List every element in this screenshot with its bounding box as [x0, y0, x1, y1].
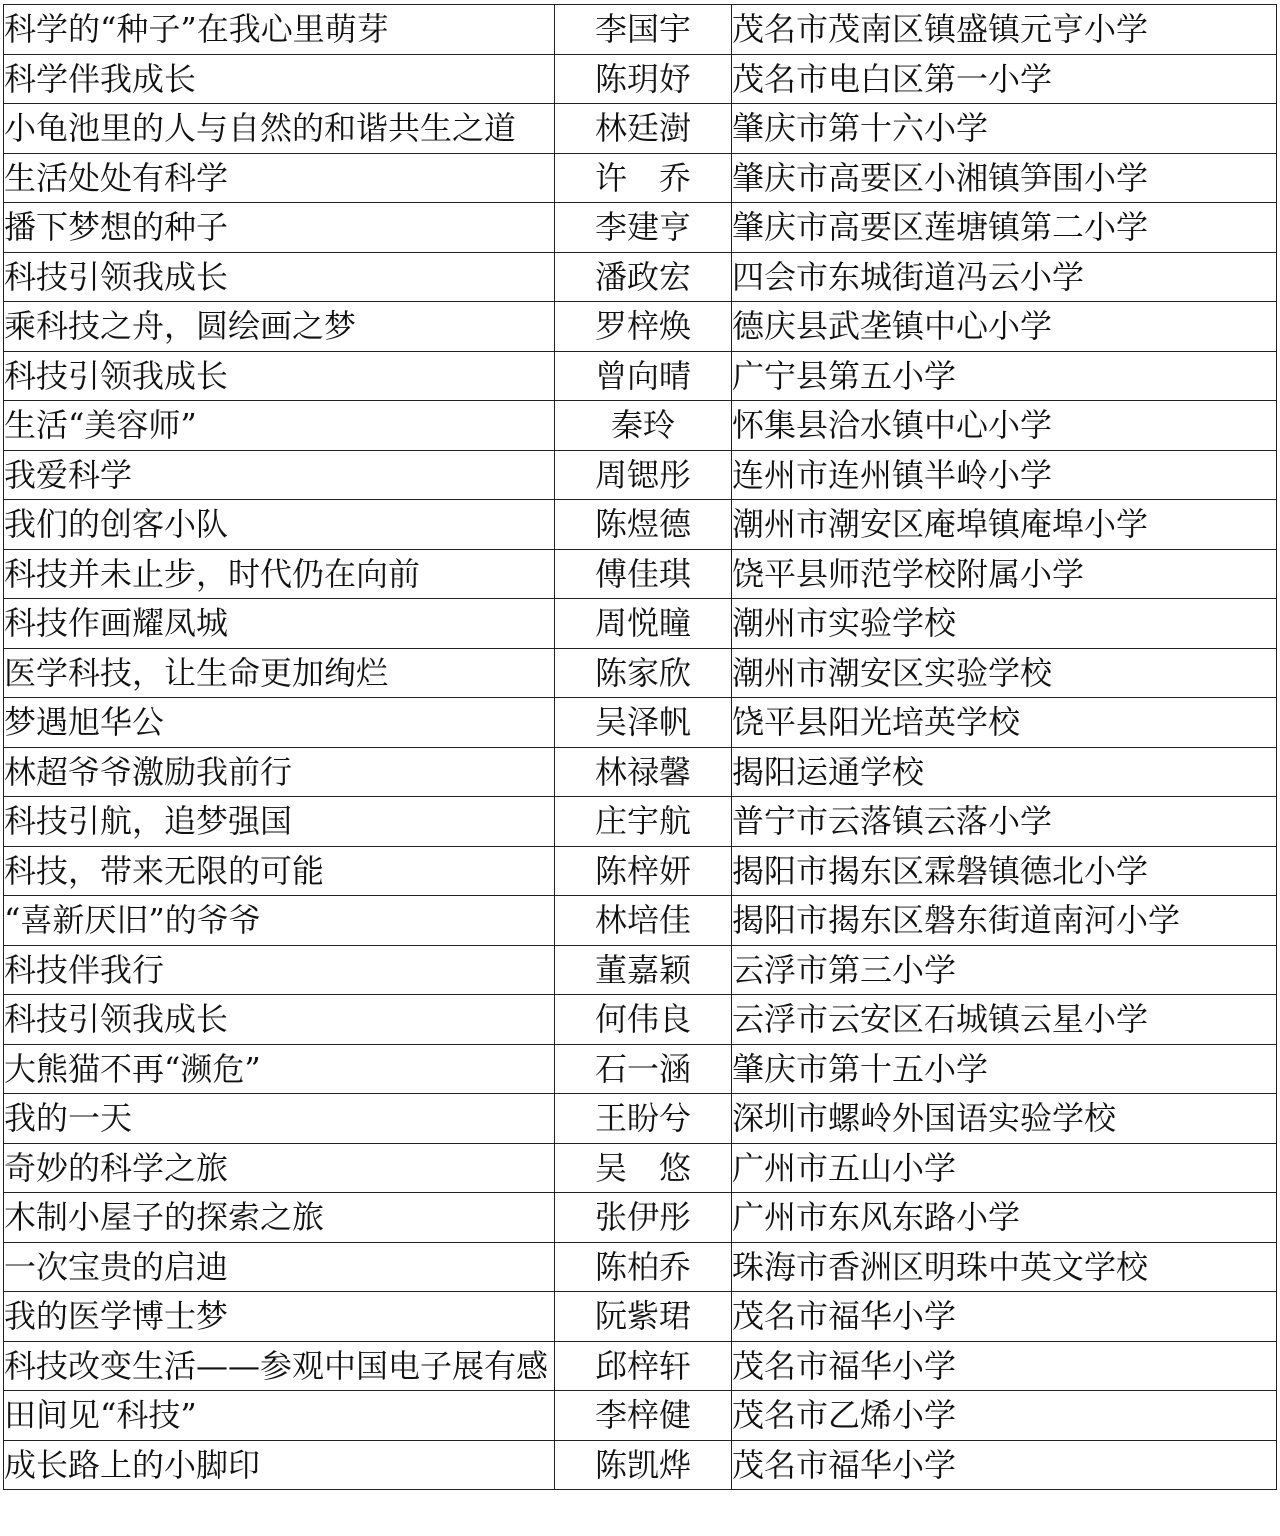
table-row [4, 698, 1277, 748]
school-name-cell: 广宁县第五小学 [732, 351, 1277, 401]
table-row [4, 846, 1277, 896]
entry-title-cell: 科技改变生活——参观中国电子展有感 [4, 1341, 555, 1391]
table-row [4, 945, 1277, 995]
school-name-cell: 连州市连州镇半岭小学 [732, 450, 1277, 500]
school-name-cell: 珠海市香洲区明珠中英文学校 [732, 1242, 1277, 1292]
table-row [4, 500, 1277, 550]
table-row [4, 1094, 1277, 1144]
table-row [4, 549, 1277, 599]
school-name-cell: 肇庆市高要区莲塘镇第二小学 [732, 203, 1277, 253]
table-row [4, 747, 1277, 797]
school-name-cell: 饶平县师范学校附属小学 [732, 549, 1277, 599]
entry-title-cell: 田间见“科技” [4, 1391, 555, 1441]
author-name-cell: 潘政宏 [555, 252, 732, 302]
school-name-cell: 四会市东城街道冯云小学 [732, 252, 1277, 302]
table-row [4, 995, 1277, 1045]
school-name-cell: 云浮市第三小学 [732, 945, 1277, 995]
entry-title-cell: 科技伴我行 [4, 945, 555, 995]
author-name-cell: 秦玲 [555, 401, 732, 451]
author-name-cell: 李建亨 [555, 203, 732, 253]
entry-title-cell: 木制小屋子的探索之旅 [4, 1193, 555, 1243]
author-name-cell: 李国宇 [555, 5, 732, 55]
table-row [4, 1193, 1277, 1243]
author-name-cell: 石一涵 [555, 1044, 732, 1094]
author-name-cell: 李梓健 [555, 1391, 732, 1441]
author-name-cell: 陈煜德 [555, 500, 732, 550]
table-row [4, 648, 1277, 698]
school-name-cell: 怀集县洽水镇中心小学 [732, 401, 1277, 451]
entry-title-cell: 林超爷爷激励我前行 [4, 747, 555, 797]
school-name-cell: 揭阳运通学校 [732, 747, 1277, 797]
author-name-cell: 周悦瞳 [555, 599, 732, 649]
author-name-cell: 何伟良 [555, 995, 732, 1045]
table-row [4, 599, 1277, 649]
author-name-cell: 陈柏乔 [555, 1242, 732, 1292]
table-row [4, 1391, 1277, 1441]
author-name-cell: 林培佳 [555, 896, 732, 946]
author-name-cell: 陈凯烨 [555, 1440, 732, 1490]
school-name-cell: 深圳市螺岭外国语实验学校 [732, 1094, 1277, 1144]
school-name-cell: 潮州市实验学校 [732, 599, 1277, 649]
table-row [4, 351, 1277, 401]
school-name-cell: 茂名市福华小学 [732, 1292, 1277, 1342]
school-name-cell: 茂名市茂南区镇盛镇元亨小学 [732, 5, 1277, 55]
school-name-cell: 广州市东风东路小学 [732, 1193, 1277, 1243]
entry-title-cell: 一次宝贵的启迪 [4, 1242, 555, 1292]
author-name-cell: 林廷澍 [555, 104, 732, 154]
entry-title-cell: 科技引领我成长 [4, 252, 555, 302]
table-row [4, 5, 1277, 55]
entry-title-cell: 生活“美容师” [4, 401, 555, 451]
author-name-cell: 周锶彤 [555, 450, 732, 500]
table-row [4, 153, 1277, 203]
author-name-cell: 邱梓轩 [555, 1341, 732, 1391]
table-row [4, 896, 1277, 946]
table-row [4, 401, 1277, 451]
table-row [4, 450, 1277, 500]
entry-title-cell: 我的一天 [4, 1094, 555, 1144]
entry-title-cell: 科学伴我成长 [4, 54, 555, 104]
entry-title-cell: 梦遇旭华公 [4, 698, 555, 748]
entry-title-cell: 播下梦想的种子 [4, 203, 555, 253]
school-name-cell: 肇庆市第十五小学 [732, 1044, 1277, 1094]
table-row [4, 1143, 1277, 1193]
entry-title-cell: 大熊猫不再“濒危” [4, 1044, 555, 1094]
author-name-cell: 林禄馨 [555, 747, 732, 797]
table-row [4, 1242, 1277, 1292]
author-name-cell: 罗梓焕 [555, 302, 732, 352]
entry-title-cell: 科技引航，追梦强国 [4, 797, 555, 847]
school-name-cell: 广州市五山小学 [732, 1143, 1277, 1193]
author-name-cell: 陈玥妤 [555, 54, 732, 104]
table-row [4, 1044, 1277, 1094]
school-name-cell: 茂名市乙烯小学 [732, 1391, 1277, 1441]
entry-title-cell: 科技引领我成长 [4, 995, 555, 1045]
table-row [4, 203, 1277, 253]
school-name-cell: 揭阳市揭东区磐东街道南河小学 [732, 896, 1277, 946]
author-name-cell: 陈家欣 [555, 648, 732, 698]
school-name-cell: 饶平县阳光培英学校 [732, 698, 1277, 748]
school-name-cell: 潮州市潮安区实验学校 [732, 648, 1277, 698]
table-row [4, 104, 1277, 154]
table-row [4, 797, 1277, 847]
entry-title-cell: “喜新厌旧”的爷爷 [4, 896, 555, 946]
school-name-cell: 普宁市云落镇云落小学 [732, 797, 1277, 847]
school-name-cell: 潮州市潮安区庵埠镇庵埠小学 [732, 500, 1277, 550]
school-name-cell: 肇庆市高要区小湘镇笋围小学 [732, 153, 1277, 203]
author-name-cell: 董嘉颖 [555, 945, 732, 995]
entry-title-cell: 小龟池里的人与自然的和谐共生之道 [4, 104, 555, 154]
author-name-cell: 陈梓妍 [555, 846, 732, 896]
table-row [4, 1341, 1277, 1391]
author-name-cell: 吴泽帆 [555, 698, 732, 748]
author-name-cell: 王盼兮 [555, 1094, 732, 1144]
school-name-cell: 德庆县武垄镇中心小学 [732, 302, 1277, 352]
entries-table [3, 4, 1277, 1490]
school-name-cell: 云浮市云安区石城镇云星小学 [732, 995, 1277, 1045]
author-name-cell: 吴 悠 [555, 1143, 732, 1193]
entry-title-cell: 我们的创客小队 [4, 500, 555, 550]
entry-title-cell: 科技作画耀凤城 [4, 599, 555, 649]
entry-title-cell: 科技，带来无限的可能 [4, 846, 555, 896]
table-row [4, 252, 1277, 302]
table-row [4, 1440, 1277, 1490]
entry-title-cell: 乘科技之舟，圆绘画之梦 [4, 302, 555, 352]
school-name-cell: 肇庆市第十六小学 [732, 104, 1277, 154]
author-name-cell: 阮紫珺 [555, 1292, 732, 1342]
school-name-cell: 茂名市福华小学 [732, 1341, 1277, 1391]
entry-title-cell: 生活处处有科学 [4, 153, 555, 203]
entry-title-cell: 成长路上的小脚印 [4, 1440, 555, 1490]
entries-table-body [4, 5, 1277, 1490]
author-name-cell: 庄宇航 [555, 797, 732, 847]
entry-title-cell: 奇妙的科学之旅 [4, 1143, 555, 1193]
author-name-cell: 张伊彤 [555, 1193, 732, 1243]
table-row [4, 54, 1277, 104]
entry-title-cell: 科技并未止步，时代仍在向前 [4, 549, 555, 599]
author-name-cell: 曾向晴 [555, 351, 732, 401]
school-name-cell: 揭阳市揭东区霖磐镇德北小学 [732, 846, 1277, 896]
school-name-cell: 茂名市电白区第一小学 [732, 54, 1277, 104]
entry-title-cell: 科技引领我成长 [4, 351, 555, 401]
entry-title-cell: 医学科技，让生命更加绚烂 [4, 648, 555, 698]
entry-title-cell: 科学的“种子”在我心里萌芽 [4, 5, 555, 55]
table-row [4, 1292, 1277, 1342]
entry-title-cell: 我爱科学 [4, 450, 555, 500]
author-name-cell: 许 乔 [555, 153, 732, 203]
author-name-cell: 傅佳琪 [555, 549, 732, 599]
school-name-cell: 茂名市福华小学 [732, 1440, 1277, 1490]
table-row [4, 302, 1277, 352]
entry-title-cell: 我的医学博士梦 [4, 1292, 555, 1342]
